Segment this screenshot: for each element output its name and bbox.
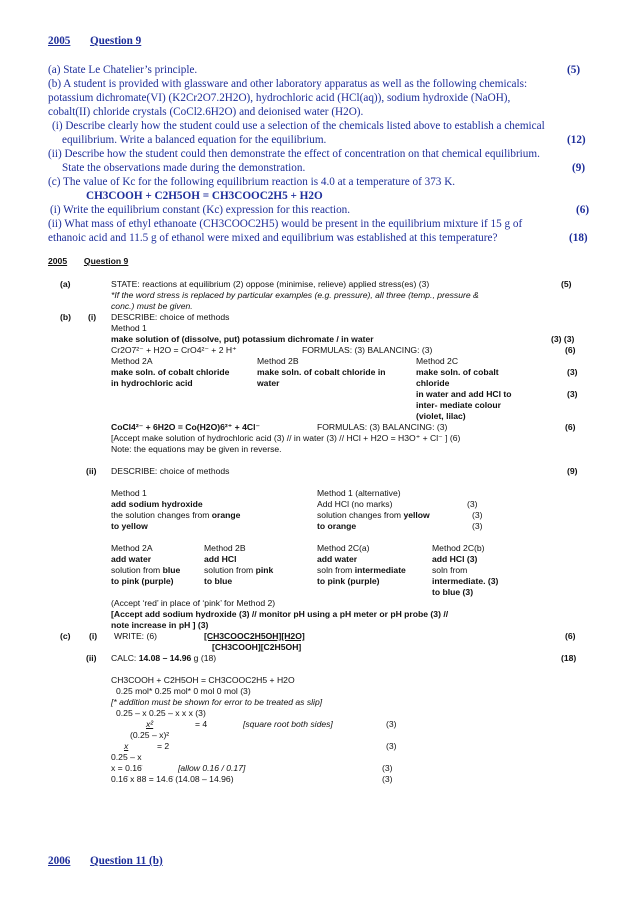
scheme-c-label: (c) (60, 631, 71, 641)
scheme-demo-2ca-line-2: soln from intermediate (317, 565, 406, 575)
header-year: 2005 (48, 35, 71, 47)
question-c-equation: CH3COOH + C2H5OH = CH3COOC2H5 + H2O (86, 190, 323, 202)
scheme-a-marks: (5) (561, 279, 572, 289)
question-b-intro-1: (b) A student is provided with glassware and other laboratory apparatus as well as the following chemicals: (48, 78, 528, 90)
scheme-demo-2a-head: Method 2A (111, 543, 153, 553)
scheme-calc-denominator-2: 0.25 – x (111, 752, 142, 762)
header-2006-question: Question 11 (b) (89, 855, 163, 867)
scheme-ci-write: WRITE: (6) (114, 631, 157, 641)
scheme-accept-1: [Accept make solution of hydrochloric acid (3) // in water (3) // HCl + H2O = H3O⁺ + Cl⁻ ] (6) (111, 433, 461, 443)
scheme-method-2a-head: Method 2A (111, 356, 153, 366)
scheme-method-1alt-line-1: Add HCl (no marks) (317, 499, 393, 509)
header-2006-year: 2006 (48, 855, 71, 867)
scheme-demo-2b-line-1: add HCl (204, 554, 237, 564)
scheme-bi-equation-1: Cr2O7²⁻ + H2O = CrO4²⁻ + 2 H⁺ (111, 345, 237, 355)
scheme-demo-2ca-head: Method 2C(a) (317, 543, 370, 553)
scheme-bi-method-1-text: make solution of (dissolve, put) potassium dichromate / in water (111, 334, 374, 344)
scheme-demo-2b-line-3: to blue (204, 576, 233, 586)
question-bi-2: equilibrium. Write a balanced equation for the equilibrium. (62, 134, 327, 146)
scheme-method-1alt-marks-3: (3) (472, 521, 483, 531)
scheme-calc-equals-4: = 4 (195, 719, 208, 729)
scheme-bii-line-1: DESCRIBE: choice of methods (111, 466, 230, 476)
scheme-calc-allow: [allow 0.16 / 0.17] (178, 763, 246, 773)
scheme-header (48, 256, 128, 266)
scheme-calc-sqrt-note: [square root both sides] (243, 719, 333, 729)
scheme-equation-2: CoCl4²⁻ + 6H2O = Co(H2O)6²⁺ + 4Cl⁻ (111, 422, 260, 432)
scheme-method-1-head: Method 1 (111, 488, 147, 498)
scheme-equation-2-formulas: FORMULAS: (3) BALANCING: (3) (317, 422, 448, 432)
header-question: Question 9 (89, 35, 142, 47)
scheme-ci-numerator: [CH3COOC2H5OH][H2O] (204, 631, 305, 641)
question-cii-1: (ii) What mass of ethyl ethanoate (CH3COOC2H5) would be present in the equilibrium mixture if 15 g of (48, 218, 523, 230)
scheme-method-1alt-marks-1: (3) (467, 499, 478, 509)
scheme-a-line-2: *If the word stress is replaced by particular examples (e.g. pressure), all three (temp., pressure & (111, 290, 479, 300)
scheme-calc-equation: CH3COOH + C2H5OH = CH3COOC2H5 + H2O (111, 675, 295, 685)
scheme-method-1alt-head: Method 1 (alternative) (317, 488, 401, 498)
scheme-calc-row: 0.25 – x 0.25 – x x x (3) (116, 708, 206, 718)
scheme-ci-denominator: [CH3COOH][C2H5OH] (212, 642, 302, 652)
scheme-demo-2cb-line-1: add HCl (3) (432, 554, 478, 564)
question-ci: (i) Write the equilibrium constant (Kc) expression for this reaction. (50, 204, 351, 216)
scheme-method-1-line-1: add sodium hydroxide (111, 499, 203, 509)
scheme-demo-2ca-line-1: add water (317, 554, 358, 564)
scheme-bi-method-1-marks: (3) (3) (551, 334, 575, 344)
scheme-demo-2cb-line-3: intermediate. (3) (432, 576, 499, 586)
scheme-method-2c-line-4: inter- mediate colour (416, 400, 501, 410)
scheme-method-2b-line-2: water (257, 378, 280, 388)
question-b-intro-2: potassium dichromate(VI) (K2Cr2O7.2H2O), hydrochloric acid (HCl(aq)), sodium hydroxide (NaOH), (48, 92, 511, 104)
question-bii-2: State the observations made during the demonstration. (62, 162, 306, 174)
scheme-calc-marks-5: (3) (386, 741, 397, 751)
scheme-method-2a-line-2: in hydrochloric acid (111, 378, 193, 388)
scheme-equation-2-marks: (6) (565, 422, 576, 432)
question-ci-marks: (6) (576, 204, 590, 216)
question-bi-marks: (12) (567, 134, 586, 146)
scheme-bii-marks: (9) (567, 466, 578, 476)
question-cii-marks: (18) (569, 232, 588, 244)
scheme-bi-label: (i) (88, 312, 97, 322)
scheme-demo-2cb-line-2: soln from (432, 565, 468, 575)
question-bi-1: (i) Describe clearly how the student could use a selection of the chemicals listed above to establish a chemical (52, 120, 545, 132)
scheme-method-2c-line-2: chloride (416, 378, 450, 388)
scheme-demo-2b-line-2: solution from pink (204, 565, 274, 575)
scheme-cii-marks: (18) (561, 653, 577, 663)
scheme-cii-calc: CALC: 14.08 – 14.96 g (18) (111, 653, 217, 663)
scheme-method-2c-line-1: make soln. of cobalt (416, 367, 499, 377)
scheme-ci-marks: (6) (565, 631, 576, 641)
scheme-header-question: Question 9 (83, 256, 129, 266)
question-a-marks: (5) (567, 64, 581, 76)
scheme-calc-marks-7: (3) (382, 774, 393, 784)
scheme-cii-label: (ii) (86, 653, 97, 663)
scheme-demo-2ca-line-3: to pink (purple) (317, 576, 380, 586)
scheme-method-1alt-line-2: solution changes from yellow (317, 510, 430, 520)
scheme-method-2b-head: Method 2B (257, 356, 299, 366)
question-b-intro-3: cobalt(II) chloride crystals (CoCl2.6H2O) and deionised water (H2O). (48, 106, 364, 118)
header-2005 (48, 35, 141, 47)
question-cii-2: ethanoic acid and 11.5 g of ethanol were mixed and equilibrium was established at this temperature? (48, 232, 498, 244)
scheme-calc-x: x (124, 741, 129, 751)
scheme-method-2c-head: Method 2C (416, 356, 459, 366)
scheme-demo-2a-line-2: solution from blue (111, 565, 181, 575)
scheme-calc-marks-6: (3) (382, 763, 393, 773)
header-2006 (48, 855, 163, 867)
scheme-bi-formulas: FORMULAS: (3) BALANCING: (3) (302, 345, 433, 355)
scheme-calc-equals-2: = 2 (157, 741, 170, 751)
scheme-method-2-marks-2: (3) (567, 389, 578, 399)
scheme-method-2-marks-1: (3) (567, 367, 578, 377)
scheme-bi-equation-1-marks: (6) (565, 345, 576, 355)
question-bii-marks: (9) (572, 162, 586, 174)
scheme-method-1alt-marks-2: (3) (472, 510, 483, 520)
scheme-note-1: Note: the equations may be given in reverse. (111, 444, 282, 454)
scheme-calc-final: 0.16̇ x 88 = 14.6̇ (14.08 – 14.96) (111, 774, 234, 784)
scheme-method-2a-line-1: make soln. of cobalt chloride (111, 367, 230, 377)
scheme-calc-moles: 0.25 mol* 0.25 mol* 0 mol 0 mol (3) (116, 686, 251, 696)
scheme-bi-method-1: Method 1 (111, 323, 147, 333)
scheme-calc-note: [* addition must be shown for error to be treated as slip] (111, 697, 323, 707)
scheme-b-label: (b) (60, 312, 71, 322)
scheme-calc-x-value: x = 0.16̇ (111, 763, 142, 773)
scheme-accept-2: (Accept ‘red’ in place of ‘pink’ for Method 2) (111, 598, 276, 608)
scheme-method-1-line-3: to yellow (111, 521, 148, 531)
scheme-demo-2cb-line-4: to blue (3) (432, 587, 474, 597)
scheme-method-1alt-line-3: to orange (317, 521, 357, 531)
scheme-method-2c-line-3: in water and add HCl to (416, 389, 512, 399)
scheme-demo-2b-head: Method 2B (204, 543, 246, 553)
scheme-accept-4: note increase in pH ] (3) (111, 620, 209, 630)
scheme-ci-label: (i) (89, 631, 98, 641)
scheme-demo-2cb-head: Method 2C(b) (432, 543, 485, 553)
question-bii-1: (ii) Describe how the student could then demonstrate the effect of concentration on that chemical equilibrium. (48, 148, 540, 160)
question-c-1: (c) The value of Kc for the following equilibrium reaction is 4.0 at a temperature of 373 K. (48, 176, 456, 188)
scheme-bii-label: (ii) (86, 466, 97, 476)
scheme-header-year: 2005 (48, 256, 68, 266)
question-a: (a) State Le Chatelier’s principle. (48, 64, 198, 76)
scheme-demo-2a-line-1: add water (111, 554, 152, 564)
scheme-demo-2a-line-3: to pink (purple) (111, 576, 174, 586)
scheme-calc-marks-4: (3) (386, 719, 397, 729)
scheme-method-1-line-2: the solution changes from orange (111, 510, 241, 520)
scheme-accept-3: [Accept add sodium hydroxide (3) // monitor pH using a pH meter or pH probe (3) // (111, 609, 449, 619)
scheme-a-line-3: conc.) must be given. (111, 301, 193, 311)
scheme-bi-line-1: DESCRIBE: choice of methods (111, 312, 230, 322)
scheme-calc-denominator: (0.25 – x)² (130, 730, 170, 740)
scheme-method-2c-line-5: (violet, lilac) (416, 411, 466, 421)
scheme-a-label: (a) (60, 279, 71, 289)
scheme-a-line-1: STATE: reactions at equilibrium (2) oppose (minimise, relieve) applied stress(es) (3) (111, 279, 430, 289)
scheme-calc-x-squared: x² (146, 719, 154, 729)
scheme-method-2b-line-1: make soln. of cobalt chloride in (257, 367, 386, 377)
